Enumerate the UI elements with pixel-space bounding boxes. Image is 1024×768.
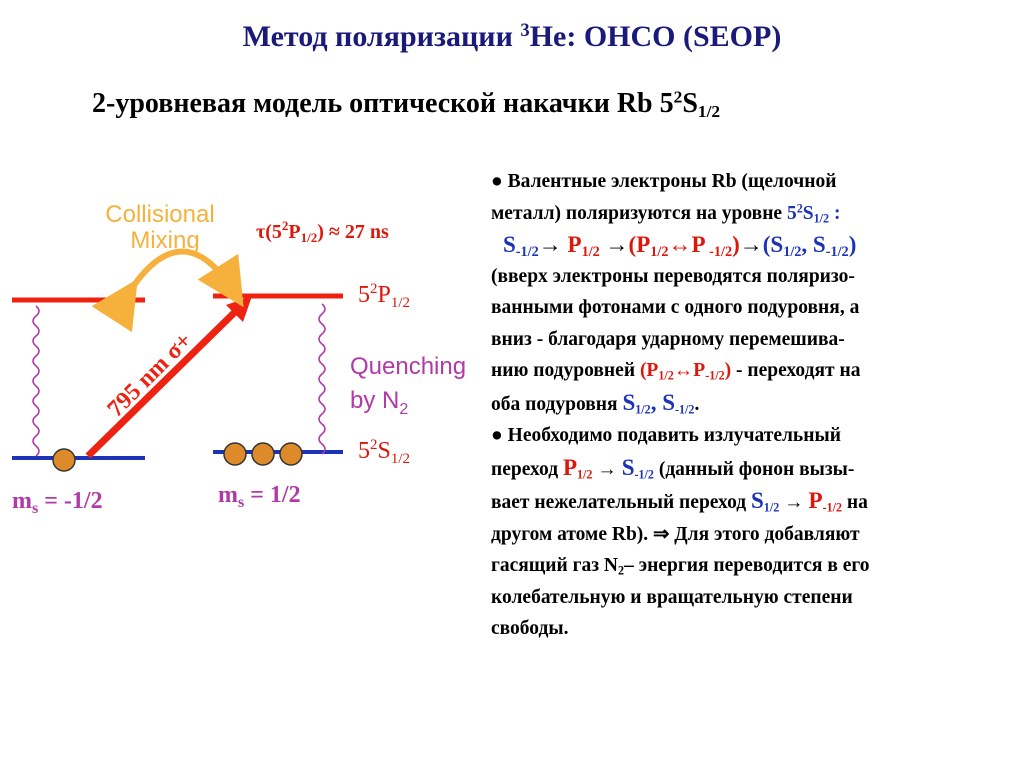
text-line-10: переход $P_{1/2} \to S_{-1/2}$ (данный фонон вызы- — [491, 454, 855, 481]
energy-level-diagram — [0, 190, 480, 530]
lifetime-label: $\tau(5^2P_{1/2}) \approx 27$ ns — [256, 218, 389, 245]
pump-arrow-shaft — [88, 311, 236, 456]
collisional-label-1: Collisional — [105, 201, 215, 228]
text-line-11: вает нежелательный переход $S_{1/2} \to P_{-1/2}$ на — [491, 488, 868, 515]
atom-right-2 — [252, 443, 274, 465]
text-line-2: металл) поляризуются на уровне $5^2S_{1/2}$ : — [491, 200, 841, 225]
atom-left — [53, 449, 75, 471]
text-line-15: свободы. — [491, 618, 569, 639]
text-line-14: колебательную и вращательную степени — [491, 586, 853, 608]
subtitle-sub: 1/2 — [697, 101, 721, 121]
title-suffix: He: ОНСО (SEOP) — [529, 20, 782, 53]
page-subtitle — [92, 88, 720, 120]
subtitle-prefix: 2-уровневая модель оптической накачки Rb 5 — [92, 88, 674, 119]
text-line-7: нию подуровней $(P_{1/2}\leftrightarrow P_{-1/2})$ - переходят на — [491, 360, 861, 383]
title-prefix: Метод поляризации — [242, 20, 521, 53]
title-isotope-sup: 3 — [520, 19, 530, 41]
text-line-5: ванными фотонами с одного подуровня, а — [491, 297, 860, 318]
quenching-label-1: Quenching — [350, 353, 467, 380]
collisional-label-2: Mixing — [130, 227, 200, 254]
collisional-mixing-arrow — [128, 251, 234, 294]
atom-right-1 — [224, 443, 246, 465]
text-line-4: (вверх электроны переводятся поляризо- — [491, 265, 855, 287]
text-line-1: ● Валентные электроны Rb (щелочной — [491, 171, 837, 192]
atom-right-3 — [280, 443, 302, 465]
subtitle-sup: 2 — [673, 87, 683, 107]
ms-right-label: $m_s = 1/2$ — [218, 482, 301, 511]
subtitle-s: S — [682, 88, 698, 119]
text-line-12: другом атоме Rb). ⇒ Для этого добавляют — [491, 523, 860, 545]
quenching-label-2: by $N_2$ — [350, 387, 409, 418]
page-title — [0, 20, 1024, 54]
explanation-text — [491, 166, 1011, 645]
text-line-9: ● Необходимо подавить излучательный — [491, 425, 841, 446]
text-line-13: гасящий газ $N_2-$ энергия переводится в его — [491, 555, 870, 578]
level-p-label: $5^2P_{1/2}$ — [358, 281, 411, 311]
text-line-8: оба подуровня $S_{1/2}$, $S_{-1/2}$. — [491, 389, 700, 416]
ms-left-label: $m_s = -1/2$ — [12, 488, 103, 517]
text-line-6: вниз - благодаря ударному перемешива- — [491, 328, 845, 350]
text-line-3-scheme: $S_{-1/2}\to P_{1/2}$ $\to(P_{1/2}\leftrightarrow P$ $_{-1/2})\to(S_{1/2}$, $S_{-1/2}$) — [503, 232, 857, 260]
laser-label: 795 nm σ+ — [102, 327, 198, 423]
wavy-line-right — [319, 304, 325, 454]
level-s-label: $5^2S_{1/2}$ — [358, 437, 411, 467]
wavy-line-left — [33, 306, 39, 456]
